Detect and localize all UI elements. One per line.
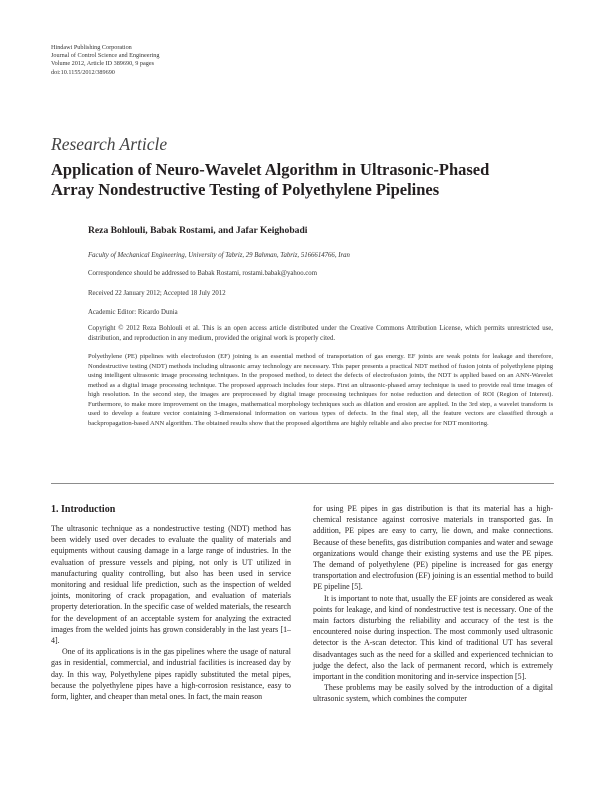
paragraph: The ultrasonic technique as a nondestructive testing (NDT) method has been widely used over decades to evaluate the quality of materials and equipments without causing damage in a large range of industries. In the evaluation of pressure vessels and piping, not only is UT utilized in manufacturing quality controlling, but also has been used in service monitoring and residual life prediction, such as the inspection of welded joints, monitoring of crack propagation, and evaluation of materials property deterioration. In the specific case of welded materials, the research for the development of an acceptable system for analyzing the extracted images from the welded joints has grown considerably in the last years [1–4]. xyxy=(51,524,291,646)
doi-line: doi:10.1155/2012/389690 xyxy=(51,68,115,76)
volume-line: Volume 2012, Article ID 389690, 9 pages xyxy=(51,60,154,68)
affiliation: Faculty of Mechanical Engineering, University of Tabriz, 29 Bahman, Tabriz, 5166614766, Iran xyxy=(88,252,350,259)
publisher-line: Hindawi Publishing Corporation xyxy=(51,44,132,51)
paragraph: One of its applications is in the gas pipelines where the usage of natural gas in residential, commercial, and industrial facilities is increased day by day. In this way, Polyethylene pipes rapidly substituted the metal pipes, because the polyethylene pipes have a high-corrosion resistance, easy to form, lighter, and cheaper than metal ones. In fact, the main reason xyxy=(51,647,291,702)
section-divider xyxy=(51,483,554,484)
received-dates: Received 22 January 2012; Accepted 18 July 2012 xyxy=(88,290,226,297)
journal-header xyxy=(51,44,159,77)
correspondence: Correspondence should be addressed to Babak Rostami, rostami.babak@yahoo.com xyxy=(88,270,317,277)
body-column-right xyxy=(313,503,553,705)
title-line-1: Application of Neuro-Wavelet Algorithm in Ultrasonic-Phased xyxy=(51,160,490,179)
paragraph: It is important to note that, usually the EF joints are considered as weak points for leakage, and kind of nondestructive test is necessary. One of the main factors disturbing the reliability and accuracy of the test is the encountered noise during inspection. The most commonly used ultrasonic detector is the A-scan detector. This kind of traditional UT has several disadvantages such as the need for a skilled and experienced technician to judge the defect, also the lack of permanent record, which is extremely important in the condition monitoring and in-service inspection [5]. xyxy=(313,593,553,682)
section-heading: 1. Introduction xyxy=(51,504,116,515)
title-line-2: Array Nondestructive Testing of Polyethylene Pipelines xyxy=(51,180,440,199)
academic-editor: Academic Editor: Ricardo Dunia xyxy=(88,309,178,316)
paragraph: These problems may be easily solved by the introduction of a digital ultrasonic system, which combines the computer xyxy=(313,683,553,704)
journal-line: Journal of Control Science and Engineering xyxy=(51,52,160,60)
abstract: Polyethylene (PE) pipelines with electrofusion (EF) joining is an essential method of transportation of gas energy. EF joints are weak points for leakage and therefore, Nondestructive testing (NDT) methods including ultrasonic array technology are necessary. This paper presents a practical NDT method of fusion joints of polyethylene piping using intelligent ultrasonic image processing techniques. In the proposed method, to detect the defects of electrofusion joints, the NDT is applied based on an ANN-Wavelet method as a digital image processing technique. The proposed approach includes four steps. First an ultrasonic-phased array technique is used to provide real time images of high resolution. In the second step, the images are preprocessed by digital image processing techniques for noise reduction and detection of ROI (Region of Interest). Furthermore, to make more improvement on the images, mathematical morphology techniques such as dilation and erosion are applied. In the 3rd step, a wavelet transform is used to develop a feature vector containing 3-dimensional information on various types of defects. In the final step, all the feature vectors are classified through a backpropagation-based ANN algorithm. The obtained results show that the proposed algorithms are highly reliable and also precise for NDT monitoring. xyxy=(88,353,553,427)
body-column-left xyxy=(51,523,291,702)
article-type: Research Article xyxy=(51,134,168,154)
authors: Reza Bohlouli, Babak Rostami, and Jafar Keighobadi xyxy=(88,225,308,236)
copyright-notice: Copyright © 2012 Reza Bohlouli et al. This is an open access article distributed under the Creative Commons Attribution License, which permits unrestricted use, distribution, and reproduction in any medium, provided the original work is properly cited. xyxy=(88,325,553,342)
paragraph: for using PE pipes in gas distribution is that its material has a high-chemical resistance against corrosive materials in transported gas. In addition, PE pipes are easy to carry, lie down, and make connections. Because of these benefits, gas distribution companies and water and sewage organizations would change their existing systems and use the PE pipes. The demand of polyethylene (PE) pipeline is increased for gas energy transportation and electrofusion (EF) joining is an essential method to build PE pipeline [5]. xyxy=(313,504,553,592)
article-title xyxy=(51,160,571,200)
